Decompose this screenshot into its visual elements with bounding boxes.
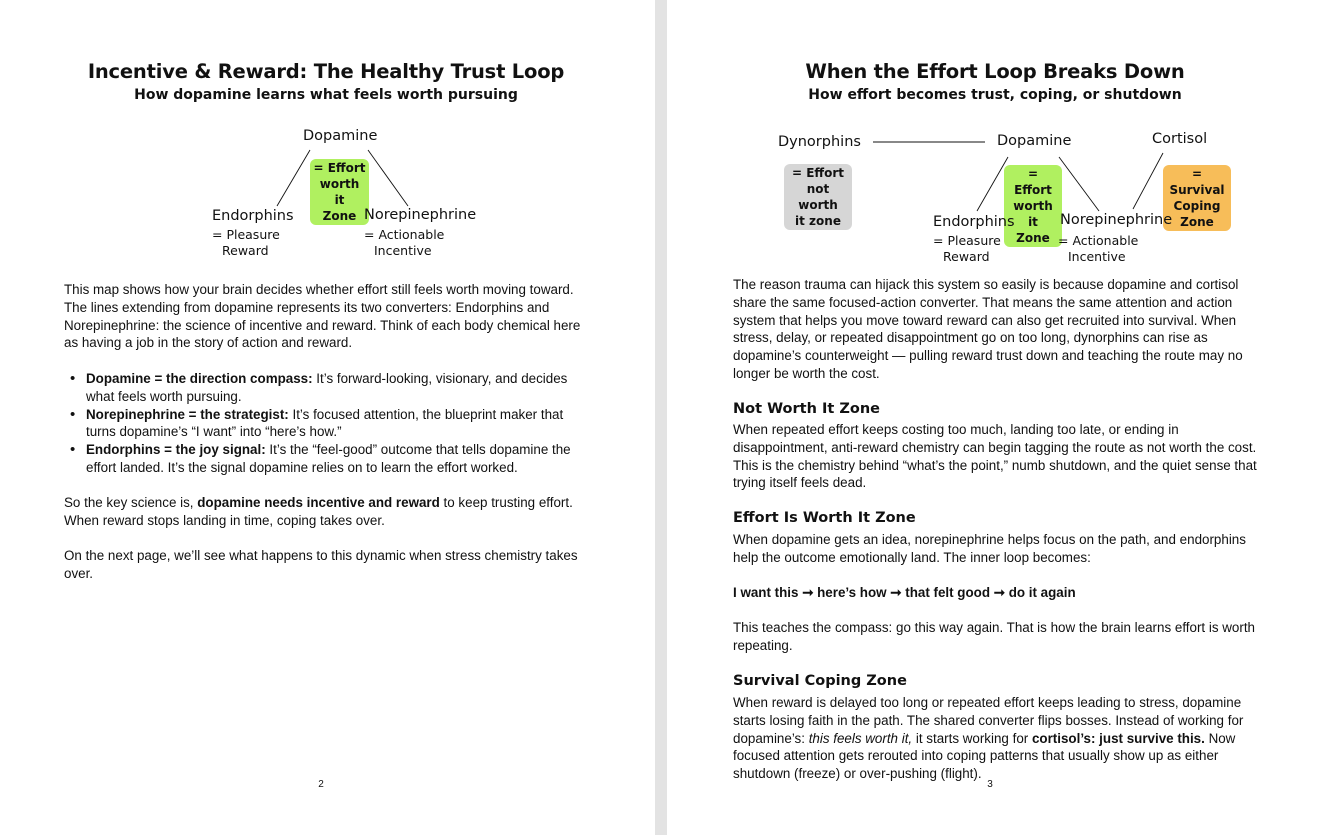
zone-line: it zone <box>795 214 841 228</box>
section-text: Now focused attention gets rerouted into coping patterns that usually show up as either shutdown (freeze) or over-pushing (flight). <box>733 730 1236 782</box>
section-text-survival-coping <box>733 694 1263 783</box>
chemical-roles-list <box>64 370 594 477</box>
sub-label-line: = Actionable <box>1058 233 1139 248</box>
section-heading-survival-coping: Survival Coping Zone <box>733 673 907 689</box>
sub-label-line: Incentive <box>374 242 432 258</box>
section-text-italic: this feels worth it, <box>808 730 913 746</box>
connector-line-endorphins <box>277 150 310 206</box>
list-item-term: Dopamine = the direction compass: <box>86 371 313 386</box>
sub-label-line: = Actionable <box>364 227 445 242</box>
zone-line: Zone <box>1016 231 1050 245</box>
section-heading-not-worth-it: Not Worth It Zone <box>733 401 880 417</box>
left-page <box>0 0 655 835</box>
key-science-text: to keep trusting effort. When reward stops landing in time, coping takes over. <box>64 495 573 528</box>
zone-line: not worth <box>798 182 838 212</box>
list-item <box>64 441 594 477</box>
section-text-not-worth-it: When repeated effort keeps costing too much, landing too late, or ending in disappointment, anti-reward chemistry can begin tagging the route as not worth the cost. This is the chemistry behind “what’s the point,” numb shutdown, and the quiet sense that trying itself feels dead. <box>733 422 1257 491</box>
chem-label-endorphins: Endorphins <box>933 214 1015 230</box>
intro-paragraph: The reason trauma can hijack this system so easily is because dopamine and cortisol share the same focused-action converter. That means the same attention and action system that helps you move toward reward can also get recruited into survival. When stress, delay, or repeated disappointment go on too long, dynorphins can rise as dopamine’s counterweight — pulling reward trust down and teaching the route may no longer be worth the cost. <box>733 277 1243 381</box>
list-item <box>64 406 594 442</box>
key-science-emphasis: dopamine needs incentive and reward <box>197 495 440 510</box>
zone-badge-not-worth-it <box>784 164 852 230</box>
sub-label-line: = Pleasure <box>212 227 280 242</box>
section-text-compass: This teaches the compass: go this way again. That is how the brain learns effort is worth repeating. <box>733 620 1256 653</box>
zone-line: Coping <box>1173 199 1221 213</box>
right-page <box>667 0 1320 835</box>
list-item-term: Norepinephrine = the strategist: <box>86 406 289 422</box>
section-heading-worth-it: Effort Is Worth It Zone <box>733 510 916 526</box>
section-text-worth-it: When dopamine gets an idea, norepinephrine helps focus on the path, and endorphins help the outcome emotionally land. The inner loop becomes: <box>733 532 1246 565</box>
page-title: Incentive & Reward: The Healthy Trust Loop <box>87 60 565 83</box>
zone-line: = Survival <box>1169 167 1225 197</box>
sub-label-pleasure-reward <box>212 227 280 258</box>
section-text: When reward is delayed too long or repeated effort keeps leading to stress, dopamine starts losing faith in the path. The shared converter flips bosses. Instead of working for dopamine’s: <box>733 695 1244 746</box>
zone-line: Zone <box>1180 215 1214 229</box>
zone-line: Zone <box>322 209 357 223</box>
page-gutter <box>655 0 667 835</box>
zone-line: worth it <box>319 177 360 207</box>
zone-line: worth it <box>1013 199 1053 229</box>
page-number: 2 <box>318 779 324 790</box>
connector-line-norepinephrine <box>1059 157 1099 211</box>
zone-badge-effort-worth-it <box>310 159 369 225</box>
inner-loop-sequence: I want this ➞ here’s how ➞ that felt good ➞ do it again <box>733 585 1076 600</box>
sub-label-line: = Pleasure <box>933 233 1001 248</box>
chem-label-cortisol: Cortisol <box>1152 131 1208 147</box>
key-science-paragraph <box>64 494 594 530</box>
list-item <box>64 370 594 406</box>
list-item-text: It’s the “feel-good” outcome that tells dopamine the effort landed. It’s the signal dopamine relies on to learn the effort worked. <box>86 442 571 475</box>
list-item-text: It’s forward-looking, visionary, and decides what feels worth pursuing. <box>86 371 568 404</box>
page-subtitle: How dopamine learns what feels worth pursuing <box>134 87 518 103</box>
sub-label-actionable-incentive <box>1058 233 1138 264</box>
zone-line: = Effort <box>791 166 845 180</box>
zone-badge-effort-worth-it <box>1004 165 1062 247</box>
section-text: it starts working for <box>912 730 1032 746</box>
sub-label-actionable-incentive <box>364 227 444 258</box>
sub-label-line: Incentive <box>1068 248 1126 264</box>
next-page-paragraph: On the next page, we’ll see what happens to this dynamic when stress chemistry takes over. <box>64 548 578 581</box>
list-item-term: Endorphins = the joy signal: <box>86 442 266 458</box>
sub-label-line: Reward <box>943 248 990 264</box>
chem-label-norepinephrine: Norepinephrine <box>364 207 477 223</box>
section-text-emphasis: cortisol’s: just survive this. <box>1031 730 1205 746</box>
chem-label-dopamine: Dopamine <box>303 128 378 144</box>
page-subtitle: How effort becomes trust, coping, or shutdown <box>808 87 1182 103</box>
zone-line: = Effort <box>313 161 366 175</box>
sub-label-pleasure-reward <box>933 233 1001 264</box>
list-item-text: It’s focused attention, the blueprint maker that turns dopamine’s “I want” into “here’s how.” <box>86 406 564 440</box>
diagram-connector-lines <box>0 0 655 300</box>
intro-paragraph: This map shows how your brain decides whether effort still feels worth moving toward. The lines extending from dopamine represents its two converters: Endorphins and Norepinephrine: the science of incentive and reward. Think of each body chemical here as having a job in the story of action and reward. <box>64 282 581 351</box>
chem-label-dopamine: Dopamine <box>997 133 1072 149</box>
chem-label-dynorphins: Dynorphins <box>778 134 861 150</box>
zone-badge-survival-coping <box>1163 165 1231 231</box>
chem-label-norepinephrine: Norepinephrine <box>1060 212 1173 228</box>
key-science-text: So the key science is, <box>64 495 198 510</box>
page-number: 3 <box>987 779 993 790</box>
connector-line-cortisol <box>1133 153 1163 209</box>
sub-label-line: Reward <box>222 242 269 258</box>
connector-line-norepinephrine <box>368 150 408 206</box>
chem-label-endorphins: Endorphins <box>212 208 294 224</box>
page-title: When the Effort Loop Breaks Down <box>805 60 1185 83</box>
zone-line: = Effort <box>1014 167 1052 197</box>
